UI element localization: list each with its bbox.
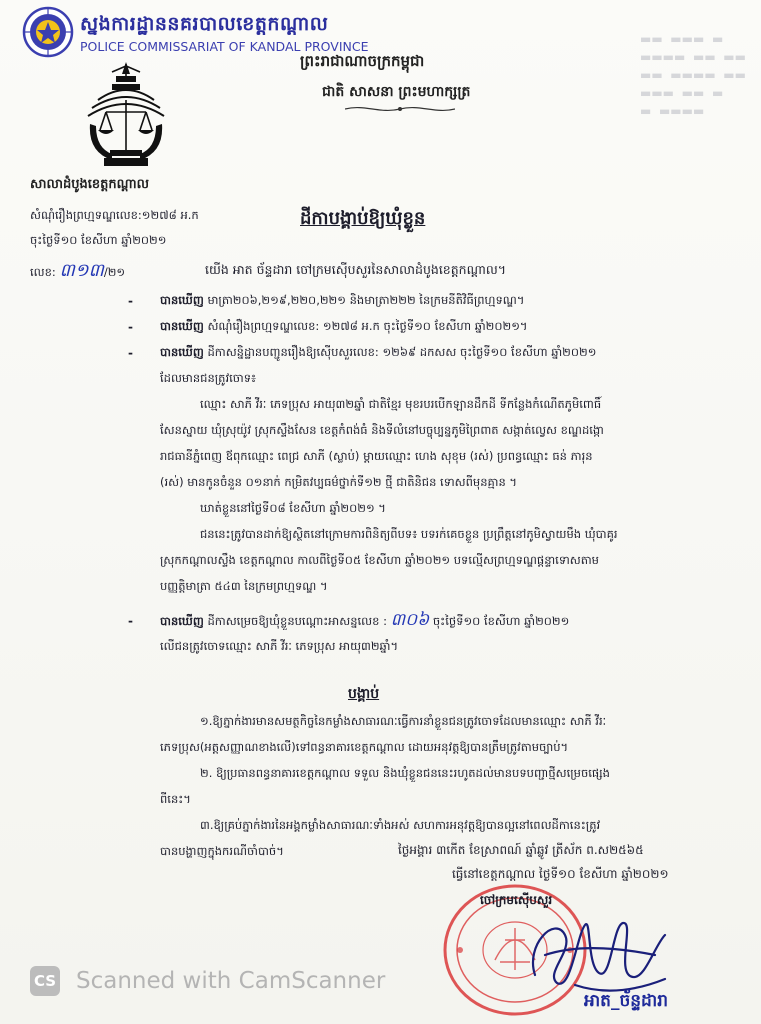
accused-line-1: ឈ្មោះ សាភី វីរៈ ភេទប្រុស អាយុ៣២ឆ្នាំ ជាតិខ្មែរ មុខរបរបើកឡានដឹកដី ទីកន្លែងកំណើតភូមិពោធិ៍ (200, 397, 602, 411)
order-1-line-1: ១.ឱ្យភ្នាក់ងារមានសមត្ថកិច្ចនៃកម្លាំងសាធារណៈធ្វើការនាំខ្លួនជនត្រូវចោទដែលមានឈ្មោះ សាភី វីរៈ (200, 714, 607, 728)
order-section-title: បង្គាប់ (348, 686, 380, 702)
case-date: ចុះថ្ងៃទី១០ ខែសីហា ឆ្នាំ២០២១ (30, 233, 167, 247)
signer-name: អាត_ច័ន្ទដារា (584, 991, 669, 1011)
kingdom-title: ព្រះរាជាណាចក្រកម្ពុជា (300, 52, 425, 70)
agency-khmer-name: ស្នងការដ្ឋាននគរបាលខេត្តកណ្តាល (80, 13, 329, 35)
order-2-line-2: ពីនេះ។ (160, 792, 191, 806)
court-emblem-icon (82, 60, 170, 170)
agency-header (22, 6, 422, 56)
watermark-text: Scanned with CamScanner (76, 968, 386, 994)
place-date: ធ្វើនៅខេត្តកណ្តាល ថ្ងៃទី១០ ខែសីហា ឆ្នាំ២០២១ (452, 867, 669, 881)
handwritten-order-number: ៣០៦ (390, 610, 430, 630)
item-bullet: - (128, 294, 133, 308)
case-reference: សំណុំរឿងព្រហ្មទណ្ឌលេខ:១២៧៨ អ.ក (30, 208, 199, 222)
bleed-through-text: ▬▬ ▬▬▬ ▬ ▬▬▬▬ ▬▬ ▬▬ ▬▬ ▬▬▬▬ ▬▬ ▬▬▬ ▬▬ ▬ ▬ ▬▬▬▬ (640, 32, 746, 118)
order-2-line-1: ២. ឱ្យប្រធានពន្ធនាគារខេត្តកណ្តាល ទទួល និងឃុំខ្លួនជននេះរហូតដល់មានបទបញ្ជាថ្មីសម្រេចផ្សេង (200, 766, 610, 780)
item-bullet: - (128, 346, 133, 360)
document-title: ដីកាបង្គាប់ឱ្យឃុំខ្លួន (300, 208, 426, 229)
accused-line-4: (រស់) មានកូនចំនួន ០១នាក់ កម្រិតវប្បធម៌ថ្នាក់ទី១២ ថ្មី ជាតិនិជន ទោសពីមុនគ្មាន ។ (160, 475, 517, 489)
accused-intro: ដែលមានជនត្រូវចោទ៖ (160, 371, 257, 385)
document-number-handwritten: ៣១៣ (59, 260, 104, 281)
arrest-line: ឃាត់ខ្លួននៅថ្ងៃទី០៨ ខែសីហា ឆ្នាំ២០២១ ។ (200, 501, 386, 515)
handwritten-signature (515, 895, 675, 1005)
lunar-date: ថ្ងៃអង្គារ ៣កើត ខែស្រាពណ៍ ឆ្នាំឆ្លូវ ត្រីស័ក ព.ស២៥៦៥ (398, 843, 644, 857)
document-number-suffix: /២១ (103, 265, 126, 279)
order-3-line-1: ៣.ឱ្យគ្រប់ភ្នាក់ងារនៃអង្គកម្លាំងសាធារណៈទាំងអស់ សហការអនុវត្តឱ្យបានល្អនៅពេលដីកានេះត្រូវ (200, 818, 601, 832)
document-number-label: លេខ: (30, 265, 56, 279)
intro-line: យើង អាត ច័ន្ទដារា ចៅក្រមស៊ើបសួរនៃសាលាដំបូងខេត្តកណ្តាល។ (205, 262, 506, 277)
item-4-line-2: លើជនត្រូវចោទឈ្មោះ សាភី វីរៈ ភេទប្រុស អាយុ៣២ឆ្នាំ។ (160, 639, 399, 653)
item-bullet: - (128, 614, 133, 628)
document-number (30, 258, 125, 285)
item-lead: បានឃើញ (160, 293, 204, 307)
item-text-date: ចុះថ្ងៃទី១០ ខែសីហា ឆ្នាំ២០២១ (432, 614, 570, 628)
item-lead: បានឃើញ (160, 614, 204, 628)
police-seal-icon (22, 6, 74, 58)
item-4 (160, 607, 569, 634)
accused-line-3: រាជធានីភ្នំពេញ ឪពុកឈ្មោះ ពេជ្រ សាភី (ស្លាប់) ម្តាយឈ្មោះ ហេង សុខុម (រស់) ប្រពន្ធឈ្មោះ ធន់ ភារុន (160, 449, 593, 463)
item-1 (160, 287, 524, 313)
court-name: សាលាដំបូងខេត្តកណ្តាល (30, 177, 150, 192)
item-text: ដីកាសម្រេចឱ្យឃុំខ្លួនបណ្តោះអាសន្នលេខ : (207, 614, 387, 628)
item-text: សំណុំរឿងព្រហ្មទណ្ឌលេខ: ១២៧៨ អ.ក ចុះថ្ងៃទី១០ ខែសីហា ឆ្នាំ២០២១។ (207, 319, 528, 333)
item-bullet: - (128, 320, 133, 334)
camscanner-watermark (30, 966, 410, 998)
item-text: ដីកាសន្និដ្ឋានបញ្ជូនរឿងឱ្យស៊ើបសួរលេខ: ១២៦៩ ដកសស ចុះថ្ងៃទី១០ ខែសីហា ឆ្នាំ២០២១ (207, 345, 597, 359)
accused-line-2: សែនស្នាយ ឃុំស្រុយ៉ូវ ស្រុកស្ទឹងសែន ខេត្តកំពង់ធំ និងទីលំនៅបច្ចុប្បន្នភូមិព្រៃពាត សង្កាត់ល្វេស ខណ្ឌដង្កោ (160, 423, 604, 437)
charge-line-2: ស្រុកកណ្តាលស្ទឹង ខេត្តកណ្តាល កាលពីថ្ងៃទី០៥ ខែសីហា ឆ្នាំ២០២១ បទល្មើសព្រហ្មទណ្ឌផ្តន្ទាទោសតាម (160, 553, 599, 567)
agency-english-name: POLICE COMMISSARIAT OF KANDAL PROVINCE (80, 39, 369, 54)
order-3-line-2: បានបង្ហាញក្នុងករណីចាំបាច់។ (160, 844, 284, 858)
camscanner-logo-icon: CS (30, 966, 60, 996)
item-2 (160, 313, 528, 339)
charge-line-1: ជននេះត្រូវបានដាក់ឱ្យស្ថិតនៅក្រោមការពិនិត្យពីបទ៖ បទរក់គេចខ្លួន ប្រព្រឹត្តនៅភូមិស្វាយមឹង ឃុំបាគូរ (200, 527, 618, 541)
charge-line-3: បញ្ញត្តិមាត្រា ៥៤៣ នៃក្រមព្រហ្មទណ្ឌ ។ (160, 579, 328, 593)
order-1-line-2: ភេទប្រុស(អត្តសញ្ញាណខាងលើ)ទៅពន្ធនាគារខេត្តកណ្តាល ដោយអនុវត្តឱ្យបានត្រឹមត្រូវតាមច្បាប់។ (160, 740, 569, 754)
ornament-divider (345, 104, 455, 114)
item-3 (160, 339, 596, 365)
signer-role: ចៅក្រមស៊ើបសួរ (480, 893, 553, 907)
item-lead: បានឃើញ (160, 319, 204, 333)
item-text: មាត្រា២០៦,២១៩,២២០,២២១ និងមាត្រា២២២ នៃក្រមនីតិវិធីព្រហ្មទណ្ឌ។ (207, 293, 525, 307)
national-motto: ជាតិ សាសនា ព្រះមហាក្សត្រ (322, 84, 471, 100)
item-lead: បានឃើញ (160, 345, 204, 359)
